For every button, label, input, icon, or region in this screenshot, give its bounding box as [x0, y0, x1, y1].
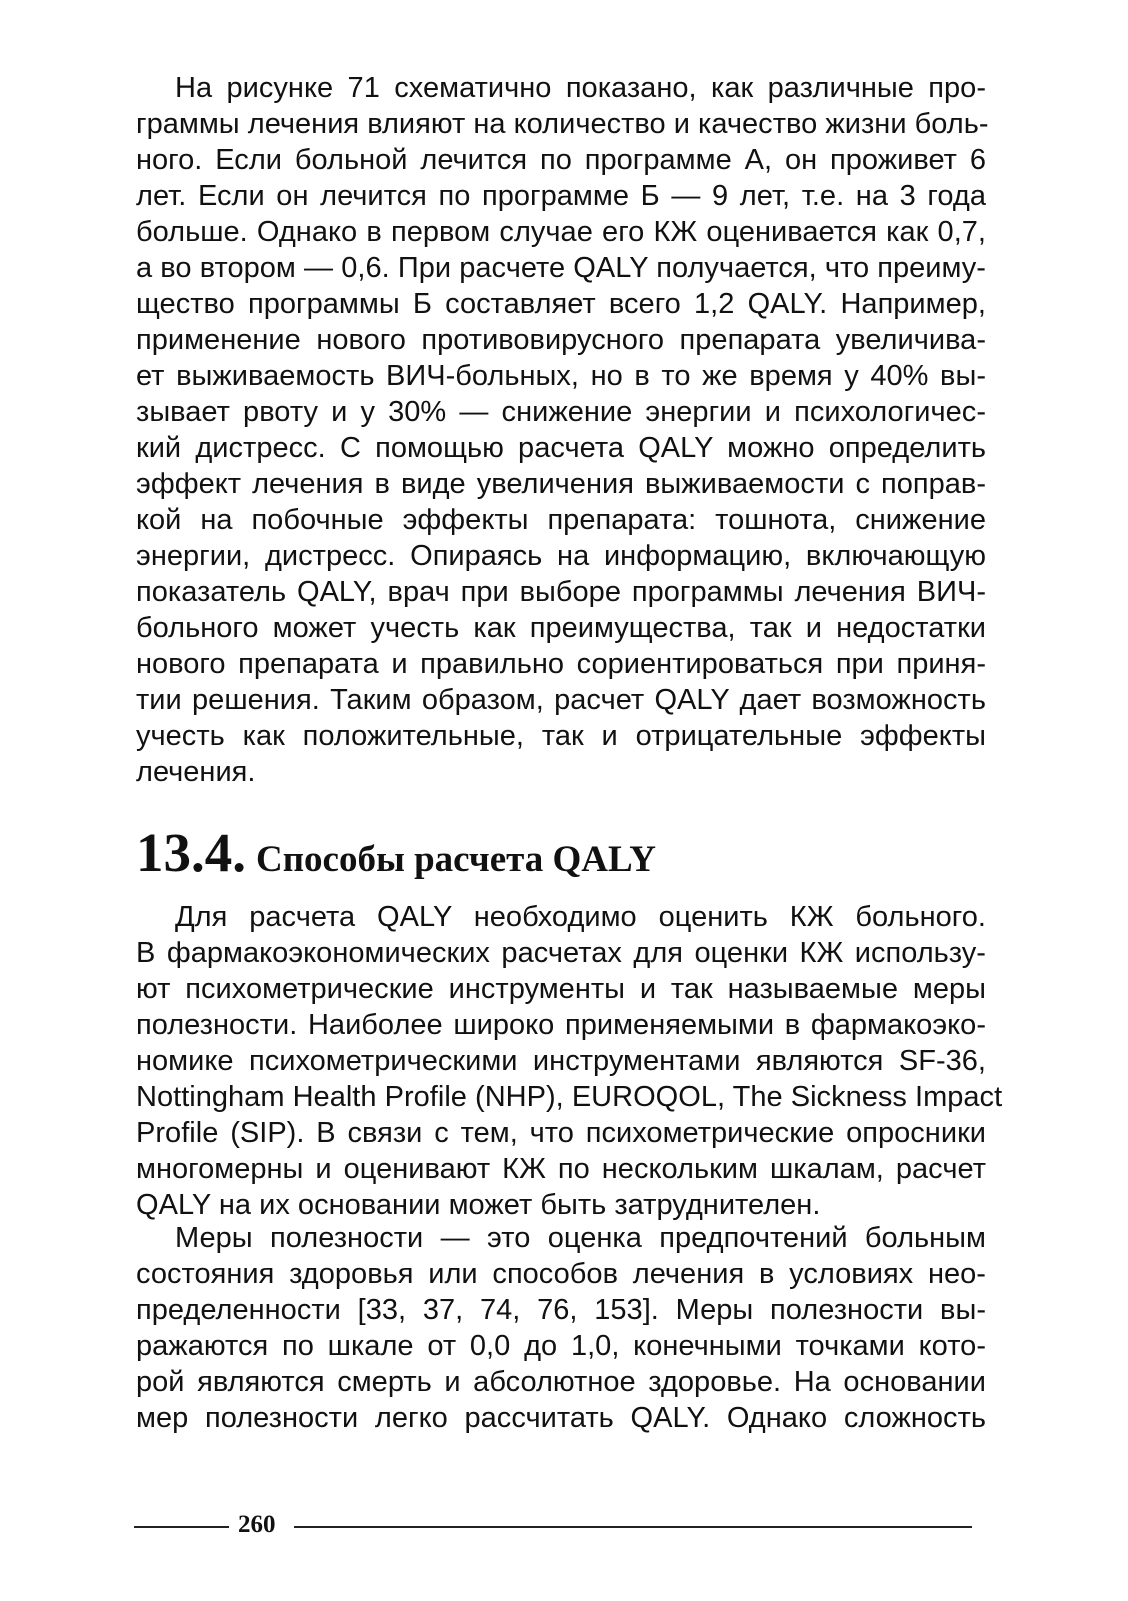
- section-number: 13.4.: [136, 822, 246, 883]
- footer-rule-right: [294, 1526, 972, 1528]
- text-line: ного. Если больной лечится по программе А, он проживет 6: [136, 144, 986, 176]
- paragraph-qaly-programs: [136, 70, 989, 790]
- text-line: лечения.: [136, 756, 256, 788]
- text-line: применение нового противовирусного препарата увеличива-: [136, 324, 986, 356]
- text-line: пределенности [33, 37, 74, 76, 153]. Меры полезности вы-: [136, 1294, 986, 1326]
- text-line: больше. Однако в первом случае его КЖ оценивается как 0,7,: [136, 216, 986, 248]
- text-line: В фармакоэкономических расчетах для оценки КЖ использу-: [136, 937, 986, 969]
- section-title: Способы расчета QALY: [256, 839, 657, 880]
- text-line: Меры полезности — это оценка предпочтений больным: [175, 1222, 986, 1254]
- text-line: а во втором — 0,6. При расчете QALY получается, что преиму-: [136, 252, 986, 284]
- text-line: QALY на их основании может быть затруднителен.: [136, 1189, 821, 1221]
- text-line: состояния здоровья или способов лечения в условиях нео-: [136, 1258, 986, 1290]
- text-line: На рисунке 71 схематично показано, как различные про-: [175, 72, 986, 104]
- text-line: кой на побочные эффекты препарата: тошнота, снижение: [136, 504, 986, 536]
- text-line: показатель QALY, врач при выборе программы лечения ВИЧ-: [136, 576, 986, 608]
- text-line: кий дистресс. С помощью расчета QALY можно определить: [136, 432, 986, 464]
- page-number: 260: [238, 1511, 276, 1538]
- paragraph-psychometric-tools: [136, 899, 1003, 1223]
- text-line: эффект лечения в виде увеличения выживаемости с поправ-: [136, 468, 986, 500]
- text-line: Для расчета QALY необходимо оценить КЖ больного.: [175, 901, 986, 933]
- text-line: рой являются смерть и абсолютное здоровье. На основании: [136, 1366, 986, 1398]
- page-footer: [134, 1510, 972, 1540]
- text-line: ет выживаемость ВИЧ-больных, но в то же время у 40% вы-: [136, 360, 986, 392]
- text-line: зывает рвоту и у 30% — снижение энергии и психологичес-: [136, 396, 986, 428]
- text-line: номике психометрическими инструментами являются SF-36,: [136, 1045, 986, 1077]
- text-line: полезности. Наиболее широко применяемыми в фармакоэко-: [136, 1009, 986, 1041]
- section-heading: [136, 818, 896, 888]
- footer-rule-left: [134, 1526, 229, 1528]
- text-line: учесть как положительные, так и отрицательные эффекты: [136, 720, 986, 752]
- text-line: мер полезности легко рассчитать QALY. Однако сложность: [136, 1402, 986, 1434]
- text-line: энергии, дистресс. Опираясь на информацию, включающую: [136, 540, 986, 572]
- text-line: ют психометрические инструменты и так называемые меры: [136, 973, 986, 1005]
- text-line: нового препарата и правильно сориентироваться при приня-: [136, 648, 986, 680]
- text-line: лет. Если он лечится по программе Б — 9 лет, т.е. на 3 года: [136, 180, 986, 212]
- text-line: граммы лечения влияют на количество и качество жизни боль-: [136, 108, 989, 140]
- paragraph-utility-measures: [136, 1220, 986, 1436]
- text-line: Nottingham Health Profile (NHP), EUROQOL, The Sickness Impact: [136, 1081, 1003, 1113]
- text-line: многомерны и оценивают КЖ по нескольким шкалам, расчет: [136, 1153, 986, 1185]
- text-line: Profile (SIP). В связи с тем, что психометрические опросники: [136, 1117, 986, 1149]
- text-line: ражаются по шкале от 0,0 до 1,0, конечными точками кото-: [136, 1330, 986, 1362]
- text-line: тии решения. Таким образом, расчет QALY дает возможность: [136, 684, 986, 716]
- text-line: щество программы Б составляет всего 1,2 QALY. Например,: [136, 288, 986, 320]
- text-line: больного может учесть как преимущества, так и недостатки: [136, 612, 986, 644]
